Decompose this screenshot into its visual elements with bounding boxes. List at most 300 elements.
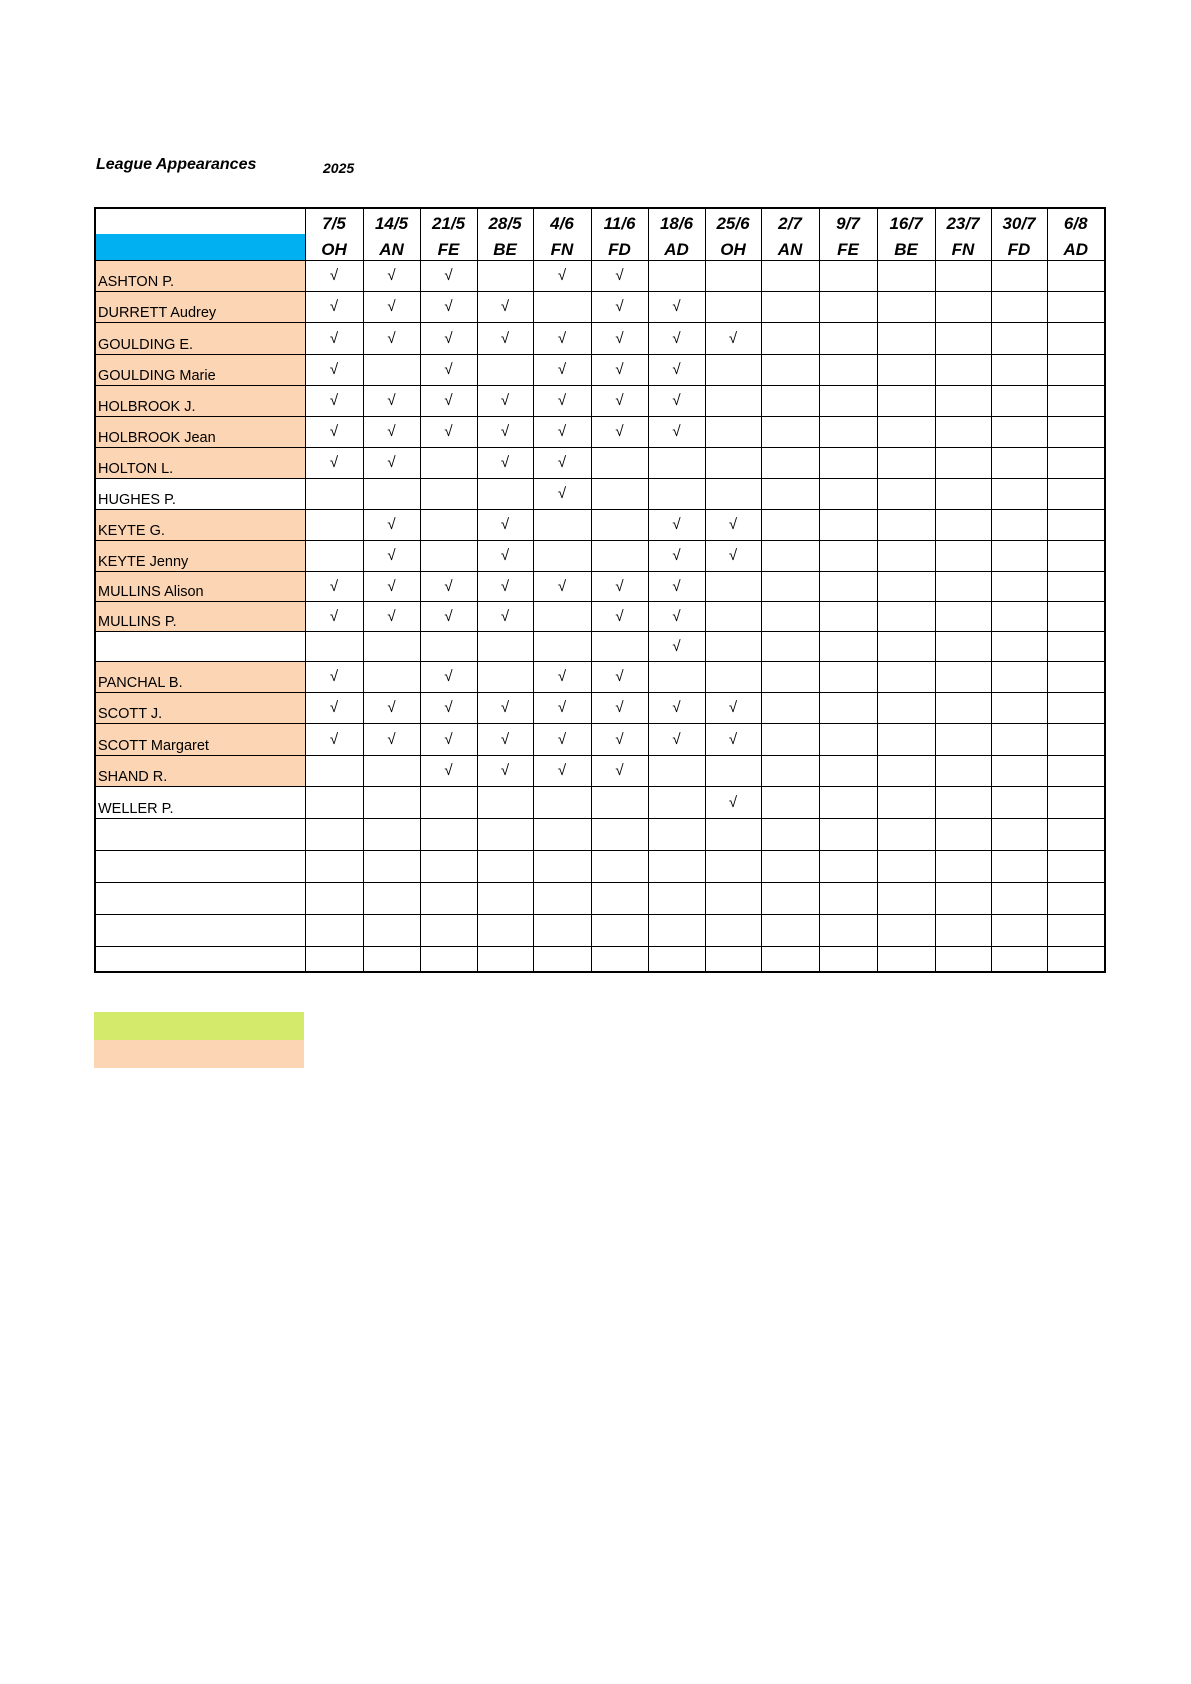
appearance-cell [761, 755, 819, 786]
appearance-cell [935, 385, 991, 416]
appearance-tick: √ [363, 540, 420, 571]
column-date: 18/6 [648, 208, 705, 234]
appearance-tick: √ [648, 631, 705, 661]
appearance-cell [533, 818, 591, 850]
table-row [95, 914, 1105, 946]
appearance-cell [477, 818, 533, 850]
appearance-cell [705, 478, 761, 509]
table-row [95, 354, 1105, 385]
appearance-cell [877, 946, 935, 972]
appearance-tick: √ [477, 571, 533, 601]
appearance-cell [305, 755, 363, 786]
appearance-tick: √ [591, 260, 648, 291]
appearance-cell [935, 914, 991, 946]
appearance-cell [363, 786, 420, 818]
appearance-cell [705, 260, 761, 291]
appearance-tick: √ [363, 692, 420, 723]
appearance-cell [761, 601, 819, 631]
appearance-cell [1047, 661, 1105, 692]
appearance-cell [877, 601, 935, 631]
appearance-cell [935, 818, 991, 850]
member-name [95, 631, 305, 661]
appearance-tick: √ [705, 692, 761, 723]
appearance-tick: √ [533, 692, 591, 723]
appearance-cell [420, 447, 477, 478]
column-venue: AD [1047, 234, 1105, 260]
page-title: League Appearances [96, 156, 257, 173]
appearance-cell [420, 946, 477, 972]
appearance-cell [533, 914, 591, 946]
appearance-cell [819, 723, 877, 755]
appearance-cell [761, 291, 819, 322]
appearance-tick: √ [533, 447, 591, 478]
member-name [95, 818, 305, 850]
table-row [95, 571, 1105, 601]
appearance-cell [533, 631, 591, 661]
appearance-cell [305, 478, 363, 509]
appearance-tick: √ [420, 322, 477, 354]
appearance-cell [761, 692, 819, 723]
appearance-cell [819, 631, 877, 661]
appearance-cell [705, 914, 761, 946]
appearance-cell [819, 509, 877, 540]
appearance-cell [1047, 354, 1105, 385]
appearance-cell [591, 946, 648, 972]
appearance-cell [1047, 540, 1105, 571]
appearance-cell [705, 601, 761, 631]
appearance-cell [761, 540, 819, 571]
appearance-tick: √ [305, 692, 363, 723]
appearance-cell [420, 786, 477, 818]
appearance-cell [648, 478, 705, 509]
appearance-cell [1047, 447, 1105, 478]
member-name: HOLBROOK Jean [95, 416, 305, 447]
appearance-cell [991, 882, 1047, 914]
appearance-cell [761, 946, 819, 972]
column-date: 11/6 [591, 208, 648, 234]
appearance-cell [648, 755, 705, 786]
appearance-tick: √ [305, 322, 363, 354]
appearance-tick: √ [363, 601, 420, 631]
appearance-cell [819, 755, 877, 786]
appearance-cell [591, 882, 648, 914]
appearance-cell [1047, 322, 1105, 354]
season-year: 2025 [323, 160, 355, 176]
appearance-tick: √ [533, 755, 591, 786]
appearance-cell [819, 571, 877, 601]
appearance-cell [935, 354, 991, 385]
appearance-cell [819, 601, 877, 631]
appearance-cell [935, 260, 991, 291]
appearance-tick: √ [533, 661, 591, 692]
column-venue: AD [648, 234, 705, 260]
member-name: HOLBROOK J. [95, 385, 305, 416]
appearance-cell [877, 631, 935, 661]
member-name: ASHTON P. [95, 260, 305, 291]
appearance-cell [819, 478, 877, 509]
appearance-tick: √ [591, 661, 648, 692]
appearance-cell [761, 914, 819, 946]
appearance-tick: √ [363, 509, 420, 540]
appearance-cell [591, 447, 648, 478]
column-date: 30/7 [991, 208, 1047, 234]
appearance-cell [991, 571, 1047, 601]
appearance-cell [533, 601, 591, 631]
appearance-cell [1047, 755, 1105, 786]
appearance-cell [935, 850, 991, 882]
table-row [95, 631, 1105, 661]
appearance-cell [533, 850, 591, 882]
appearance-cell [533, 946, 591, 972]
column-date: 6/8 [1047, 208, 1105, 234]
appearance-cell [877, 723, 935, 755]
appearance-tick: √ [420, 571, 477, 601]
appearance-cell [305, 818, 363, 850]
appearance-cell [819, 850, 877, 882]
appearance-cell [991, 447, 1047, 478]
column-venue: OH [705, 234, 761, 260]
appearance-cell [1047, 818, 1105, 850]
appearance-cell [935, 447, 991, 478]
appearance-cell [1047, 478, 1105, 509]
appearance-cell [591, 818, 648, 850]
appearance-cell [477, 882, 533, 914]
column-date: 14/5 [363, 208, 420, 234]
appearance-cell [591, 478, 648, 509]
appearance-cell [705, 818, 761, 850]
appearance-cell [819, 322, 877, 354]
appearance-cell [591, 509, 648, 540]
column-venue: AN [363, 234, 420, 260]
table-row [95, 509, 1105, 540]
appearance-tick: √ [477, 509, 533, 540]
column-date: 21/5 [420, 208, 477, 234]
appearance-cell [1047, 260, 1105, 291]
appearance-cell [363, 818, 420, 850]
appearance-cell [991, 354, 1047, 385]
member-name: SCOTT Margaret [95, 723, 305, 755]
member-name [95, 850, 305, 882]
member-name: KEYTE Jenny [95, 540, 305, 571]
appearance-tick: √ [305, 385, 363, 416]
appearance-cell [591, 631, 648, 661]
member-name [95, 914, 305, 946]
header-row-venues [95, 234, 1105, 260]
appearance-tick: √ [477, 755, 533, 786]
appearance-cell [935, 540, 991, 571]
appearance-cell [705, 291, 761, 322]
column-venue: OH [305, 234, 363, 260]
appearance-cell [935, 291, 991, 322]
column-date: 23/7 [935, 208, 991, 234]
appearance-cell [363, 661, 420, 692]
appearance-cell [705, 354, 761, 385]
appearance-tick: √ [363, 571, 420, 601]
appearance-cell [1047, 914, 1105, 946]
appearance-cell [877, 571, 935, 601]
appearance-cell [1047, 601, 1105, 631]
appearance-cell [935, 601, 991, 631]
appearance-cell [935, 631, 991, 661]
appearance-cell [363, 354, 420, 385]
appearance-cell [935, 882, 991, 914]
legend-swatch-green [94, 1012, 304, 1040]
appearance-tick: √ [420, 723, 477, 755]
appearance-tick: √ [705, 540, 761, 571]
appearance-tick: √ [591, 354, 648, 385]
appearance-cell [761, 416, 819, 447]
appearance-tick: √ [420, 416, 477, 447]
appearance-cell [420, 478, 477, 509]
appearance-cell [877, 882, 935, 914]
appearance-cell [1047, 723, 1105, 755]
table-row [95, 786, 1105, 818]
appearance-cell [477, 260, 533, 291]
appearance-cell [533, 786, 591, 818]
member-name [95, 882, 305, 914]
appearance-tick: √ [477, 447, 533, 478]
appearance-tick: √ [363, 723, 420, 755]
column-venue: FN [533, 234, 591, 260]
appearance-cell [991, 322, 1047, 354]
appearance-cell [591, 914, 648, 946]
appearance-cell [363, 755, 420, 786]
column-venue: AN [761, 234, 819, 260]
appearance-tick: √ [305, 291, 363, 322]
appearance-cell [761, 850, 819, 882]
appearance-cell [935, 322, 991, 354]
appearance-cell [935, 661, 991, 692]
appearance-cell [877, 540, 935, 571]
appearance-cell [1047, 786, 1105, 818]
column-date: 2/7 [761, 208, 819, 234]
appearance-cell [1047, 416, 1105, 447]
appearance-cell [1047, 692, 1105, 723]
appearance-cell [420, 540, 477, 571]
table-row [95, 322, 1105, 354]
appearance-tick: √ [305, 416, 363, 447]
appearance-cell [761, 322, 819, 354]
appearance-tick: √ [363, 447, 420, 478]
appearance-cell [761, 882, 819, 914]
appearance-cell [477, 914, 533, 946]
appearance-cell [877, 850, 935, 882]
appearance-cell [819, 291, 877, 322]
appearance-cell [305, 914, 363, 946]
appearance-cell [991, 631, 1047, 661]
appearance-tick: √ [533, 260, 591, 291]
column-date: 25/6 [705, 208, 761, 234]
column-venue: FE [819, 234, 877, 260]
appearance-cell [705, 571, 761, 601]
appearance-cell [1047, 291, 1105, 322]
appearance-cell [420, 914, 477, 946]
appearance-cell [705, 447, 761, 478]
appearance-cell [648, 850, 705, 882]
appearance-cell [705, 946, 761, 972]
appearance-cell [705, 631, 761, 661]
column-venue: BE [477, 234, 533, 260]
appearance-cell [533, 540, 591, 571]
appearance-tick: √ [591, 385, 648, 416]
appearance-tick: √ [591, 601, 648, 631]
appearance-cell [877, 322, 935, 354]
appearance-cell [761, 478, 819, 509]
appearance-tick: √ [420, 755, 477, 786]
appearance-cell [991, 416, 1047, 447]
column-date: 4/6 [533, 208, 591, 234]
appearance-cell [877, 914, 935, 946]
appearance-cell [1047, 631, 1105, 661]
appearance-cell [877, 291, 935, 322]
column-date: 16/7 [877, 208, 935, 234]
appearance-cell [705, 882, 761, 914]
appearance-tick: √ [705, 322, 761, 354]
appearance-cell [877, 509, 935, 540]
member-name: SCOTT J. [95, 692, 305, 723]
appearance-cell [305, 509, 363, 540]
table-row [95, 755, 1105, 786]
member-name: HUGHES P. [95, 478, 305, 509]
appearance-cell [991, 786, 1047, 818]
appearance-cell [877, 385, 935, 416]
appearance-tick: √ [305, 601, 363, 631]
appearance-cell [477, 786, 533, 818]
appearance-cell [705, 416, 761, 447]
appearance-cell [533, 291, 591, 322]
appearance-cell [761, 509, 819, 540]
appearance-cell [761, 260, 819, 291]
appearance-cell [477, 850, 533, 882]
appearance-tick: √ [533, 354, 591, 385]
appearance-cell [305, 786, 363, 818]
member-name: KEYTE G. [95, 509, 305, 540]
appearances-table [94, 207, 1106, 973]
appearance-cell [1047, 509, 1105, 540]
appearance-tick: √ [420, 601, 477, 631]
appearance-tick: √ [648, 385, 705, 416]
appearance-cell [761, 447, 819, 478]
header-row-dates [95, 208, 1105, 234]
appearance-tick: √ [591, 723, 648, 755]
header-corner [95, 208, 305, 234]
table-row [95, 385, 1105, 416]
appearance-cell [991, 692, 1047, 723]
appearance-cell [420, 850, 477, 882]
appearance-tick: √ [705, 509, 761, 540]
appearance-cell [877, 478, 935, 509]
appearance-cell [819, 540, 877, 571]
appearance-cell [363, 478, 420, 509]
appearance-tick: √ [533, 723, 591, 755]
appearance-cell [648, 914, 705, 946]
member-name: DURRETT Audrey [95, 291, 305, 322]
table-row [95, 882, 1105, 914]
appearance-tick: √ [533, 385, 591, 416]
member-name: MULLINS P. [95, 601, 305, 631]
appearance-cell [877, 354, 935, 385]
column-date: 9/7 [819, 208, 877, 234]
appearance-cell [935, 692, 991, 723]
appearance-cell [935, 786, 991, 818]
member-name: PANCHAL B. [95, 661, 305, 692]
appearance-cell [819, 818, 877, 850]
appearance-cell [991, 946, 1047, 972]
appearance-cell [991, 385, 1047, 416]
member-name: SHAND R. [95, 755, 305, 786]
table-row [95, 818, 1105, 850]
table-row [95, 291, 1105, 322]
appearance-cell [819, 354, 877, 385]
appearance-tick: √ [477, 540, 533, 571]
table-row [95, 661, 1105, 692]
appearance-cell [819, 882, 877, 914]
appearance-tick: √ [305, 661, 363, 692]
appearance-cell [477, 354, 533, 385]
appearance-tick: √ [648, 692, 705, 723]
appearance-tick: √ [591, 291, 648, 322]
appearance-tick: √ [477, 322, 533, 354]
appearance-cell [591, 850, 648, 882]
appearance-tick: √ [591, 571, 648, 601]
appearance-tick: √ [648, 540, 705, 571]
appearance-cell [305, 946, 363, 972]
appearance-cell [305, 882, 363, 914]
appearance-tick: √ [420, 260, 477, 291]
appearance-cell [1047, 882, 1105, 914]
table-row [95, 601, 1105, 631]
legend-swatch-peach [94, 1040, 304, 1068]
appearance-cell [877, 755, 935, 786]
appearance-tick: √ [533, 322, 591, 354]
appearance-cell [477, 661, 533, 692]
appearance-cell [991, 260, 1047, 291]
appearance-cell [533, 882, 591, 914]
appearance-cell [991, 723, 1047, 755]
appearance-cell [420, 818, 477, 850]
appearance-tick: √ [648, 509, 705, 540]
appearance-cell [363, 914, 420, 946]
appearance-cell [420, 509, 477, 540]
appearance-cell [1047, 385, 1105, 416]
appearance-cell [761, 631, 819, 661]
appearance-cell [991, 478, 1047, 509]
column-venue: FN [935, 234, 991, 260]
appearance-cell [363, 850, 420, 882]
appearance-cell [877, 786, 935, 818]
appearance-cell [761, 786, 819, 818]
appearance-cell [761, 571, 819, 601]
appearance-cell [877, 818, 935, 850]
appearance-tick: √ [477, 385, 533, 416]
appearance-cell [477, 478, 533, 509]
appearance-tick: √ [477, 601, 533, 631]
appearance-cell [591, 540, 648, 571]
appearance-cell [761, 385, 819, 416]
appearance-cell [819, 914, 877, 946]
appearance-cell [991, 291, 1047, 322]
appearance-cell [819, 416, 877, 447]
appearance-tick: √ [420, 354, 477, 385]
table-row [95, 260, 1105, 291]
appearance-tick: √ [420, 661, 477, 692]
appearance-tick: √ [533, 416, 591, 447]
appearance-cell [420, 882, 477, 914]
appearance-cell [991, 755, 1047, 786]
appearance-cell [705, 850, 761, 882]
appearance-cell [305, 850, 363, 882]
appearance-tick: √ [363, 260, 420, 291]
